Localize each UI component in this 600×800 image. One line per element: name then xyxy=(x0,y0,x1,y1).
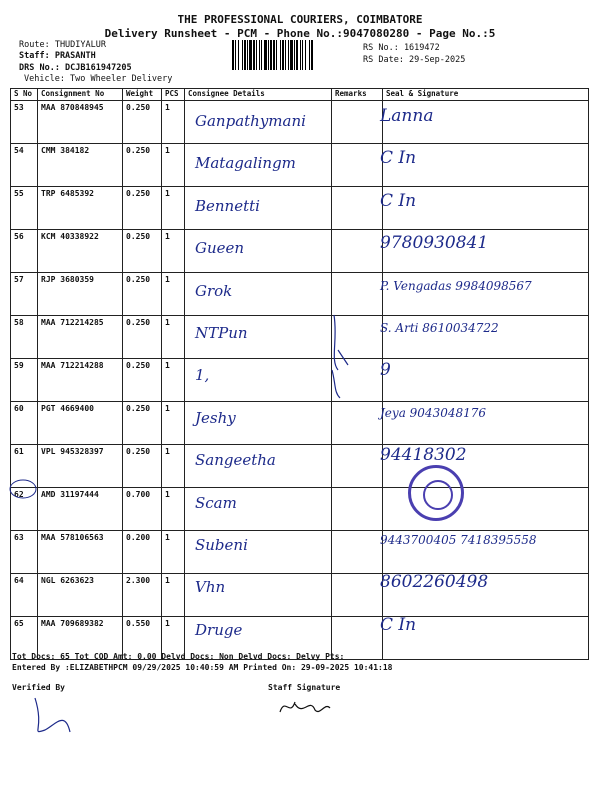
handwritten-consignee: Jeshy xyxy=(195,408,236,427)
cell-remarks xyxy=(332,445,383,488)
rs-date: RS Date: 29-Sep-2025 xyxy=(363,55,466,65)
handwritten-signature: C In xyxy=(380,190,417,211)
cell-sno: 58 xyxy=(11,316,38,359)
col-remarks: Remarks xyxy=(332,89,383,101)
barcode-bar xyxy=(282,40,284,70)
table-row xyxy=(11,316,589,359)
handwritten-consignee: NTPun xyxy=(195,324,248,342)
cell-pcs: 1 xyxy=(162,187,185,230)
barcode-bar xyxy=(273,40,275,70)
cell-pcs: 1 xyxy=(162,402,185,445)
handwritten-signature: 8602260498 xyxy=(380,572,489,593)
verified-by-label: Verified By xyxy=(12,683,65,692)
cell-weight: 0.200 xyxy=(123,531,162,574)
rs-number: RS No.: 1619472 xyxy=(363,43,440,53)
barcode-bar xyxy=(244,40,246,70)
cell-weight: 0.550 xyxy=(123,617,162,660)
cell-remarks xyxy=(332,230,383,273)
cell-pcs: 1 xyxy=(162,144,185,187)
cell-weight: 0.250 xyxy=(123,402,162,445)
row-62-circle-mark xyxy=(8,478,38,500)
barcode-bar xyxy=(288,40,289,70)
cell-pcs: 1 xyxy=(162,574,185,617)
barcode-bar xyxy=(290,40,293,70)
barcode-bar xyxy=(294,40,295,70)
barcode-bar xyxy=(302,40,303,70)
cell-pcs: 1 xyxy=(162,531,185,574)
totals-line: Tot Docs: 65 Tot COD Amt: 0.00 Delvd Docs: Non Delvd Docs: Delvy Pts: xyxy=(12,652,345,661)
cell-pcs: 1 xyxy=(162,445,185,488)
col-sno: S No xyxy=(11,89,38,101)
col-consignment: Consignment No xyxy=(38,89,123,101)
barcode-bar xyxy=(305,40,306,70)
cell-cno: VPL 945328397 xyxy=(38,445,123,488)
barcode-bar xyxy=(247,40,248,70)
barcode-bar xyxy=(270,40,272,70)
handwritten-consignee: Matagalingm xyxy=(195,154,296,173)
vehicle-label: Vehicle: Two Wheeler Delivery xyxy=(24,74,173,84)
barcode-bar xyxy=(300,40,301,70)
barcode-bar xyxy=(253,40,255,70)
cell-weight: 0.250 xyxy=(123,230,162,273)
handwritten-consignee: Gueen xyxy=(195,239,245,258)
table-row xyxy=(11,230,589,273)
staff-signature-label: Staff Signature xyxy=(268,683,341,692)
cell-weight: 0.250 xyxy=(123,445,162,488)
barcode-bar xyxy=(261,40,262,70)
handwritten-consignee: Subeni xyxy=(195,536,248,554)
barcode-bar xyxy=(268,40,269,70)
barcode-bar xyxy=(256,40,257,70)
barcode-bar xyxy=(242,40,243,70)
handwritten-signature: P. Vengadas 9984098567 xyxy=(380,278,532,293)
table-row xyxy=(11,359,589,402)
company-title: THE PROFESSIONAL COURIERS, COIMBATORE xyxy=(177,13,423,26)
handwritten-signature: 9780930841 xyxy=(380,233,489,254)
table-row xyxy=(11,488,589,531)
drs-label: DRS No.: DCJB161947205 xyxy=(19,63,132,73)
barcode-bar xyxy=(238,40,239,70)
handwritten-consignee: Grok xyxy=(195,281,233,300)
cell-sno: 60 xyxy=(11,402,38,445)
cell-weight: 2.300 xyxy=(123,574,162,617)
barcode-bar xyxy=(264,40,267,70)
staff-label: Staff: PRASANTH xyxy=(19,51,96,61)
cell-pcs: 1 xyxy=(162,359,185,402)
cell-pcs: 1 xyxy=(162,101,185,144)
cell-sno: 54 xyxy=(11,144,38,187)
cell-pcs: 1 xyxy=(162,316,185,359)
handwritten-consignee: Sangeetha xyxy=(195,451,276,470)
cell-sno: 53 xyxy=(11,101,38,144)
cell-sno: 55 xyxy=(11,187,38,230)
cell-sno: 62 xyxy=(11,488,38,531)
cell-cno: MAA 870848945 xyxy=(38,101,123,144)
cell-remarks xyxy=(332,531,383,574)
runsheet-table xyxy=(10,88,589,660)
barcode-bar xyxy=(249,40,252,70)
cell-sno: 56 xyxy=(11,230,38,273)
cell-weight: 0.700 xyxy=(123,488,162,531)
cell-remarks xyxy=(332,402,383,445)
barcode-image xyxy=(232,40,358,70)
col-weight: Weight xyxy=(123,89,162,101)
handwritten-consignee: Ganpathymani xyxy=(195,112,306,130)
cell-sno: 63 xyxy=(11,531,38,574)
handwritten-consignee: Druge xyxy=(195,620,243,639)
handwritten-signature: C In xyxy=(380,148,417,169)
table-row xyxy=(11,574,589,617)
verifier-signature xyxy=(25,690,85,740)
barcode-bar xyxy=(309,40,310,70)
route-label: Route: THUDIYALUR xyxy=(19,40,106,50)
cell-cno: MAA 712214288 xyxy=(38,359,123,402)
barcode-bar xyxy=(232,40,234,70)
cell-seal xyxy=(383,359,589,402)
cell-cno: TRP 6485392 xyxy=(38,187,123,230)
col-consignee: Consignee Details xyxy=(185,89,332,101)
cell-cno: PGT 4669400 xyxy=(38,402,123,445)
barcode-bar xyxy=(276,40,277,70)
barcode-bar xyxy=(296,40,298,70)
staff-signature xyxy=(275,692,335,722)
cell-cno: MAA 578106563 xyxy=(38,531,123,574)
cell-pcs: 1 xyxy=(162,273,185,316)
cell-sno: 59 xyxy=(11,359,38,402)
barcode-bar xyxy=(259,40,260,70)
cell-remarks xyxy=(332,101,383,144)
cell-remarks xyxy=(332,187,383,230)
cell-weight: 0.250 xyxy=(123,359,162,402)
cell-sno: 57 xyxy=(11,273,38,316)
handwritten-consignee: Vhn xyxy=(195,578,226,597)
cell-cno: MAA 709689382 xyxy=(38,617,123,660)
cell-weight: 0.250 xyxy=(123,273,162,316)
cell-cno: RJP 3680359 xyxy=(38,273,123,316)
cell-cno: NGL 6263623 xyxy=(38,574,123,617)
cell-weight: 0.250 xyxy=(123,187,162,230)
cell-weight: 0.250 xyxy=(123,144,162,187)
handwritten-signature: C In xyxy=(380,614,417,635)
barcode-bar xyxy=(311,40,313,70)
col-pcs: PCS xyxy=(162,89,185,101)
table-header-row xyxy=(11,89,589,101)
delivery-seal-stamp xyxy=(408,465,464,521)
cell-cno: MAA 712214285 xyxy=(38,316,123,359)
handwritten-signature: 94418302 xyxy=(380,445,467,466)
table-row xyxy=(11,187,589,230)
cell-remarks xyxy=(332,488,383,531)
rs-info xyxy=(363,42,465,66)
handwritten-signature: 9443700405 7418395558 xyxy=(380,533,537,547)
cell-sno: 65 xyxy=(11,617,38,660)
cell-cno: AMD 31197444 xyxy=(38,488,123,531)
cell-sno: 64 xyxy=(11,574,38,617)
cell-remarks xyxy=(332,144,383,187)
cell-sno: 61 xyxy=(11,445,38,488)
cell-pcs: 1 xyxy=(162,230,185,273)
cell-weight: 0.250 xyxy=(123,316,162,359)
barcode-bar xyxy=(235,40,236,70)
cell-remarks xyxy=(332,574,383,617)
barcode-bar xyxy=(280,40,281,70)
cell-pcs: 1 xyxy=(162,488,185,531)
barcode-bar xyxy=(285,40,286,70)
col-seal: Seal & Signature xyxy=(383,89,589,101)
cell-weight: 0.250 xyxy=(123,101,162,144)
runsheet-subtitle: Delivery Runsheet - PCM - Phone No.:9047080280 - Page No.:5 xyxy=(104,27,496,40)
entered-line: Entered By :ELIZABETHPCM 09/29/2025 10:40:59 AM Printed On: 29-09-2025 10:41:18 xyxy=(12,663,393,672)
handwritten-consignee: Bennetti xyxy=(195,196,260,215)
table-row xyxy=(11,144,589,187)
cell-cno: CMM 384182 xyxy=(38,144,123,187)
handwritten-signature: 9 xyxy=(380,360,391,381)
handwritten-signature: Lanna xyxy=(380,106,434,126)
table-row xyxy=(11,445,589,488)
cell-pcs: 1 xyxy=(162,617,185,660)
cell-cno: KCM 40338922 xyxy=(38,230,123,273)
handwritten-consignee: Scam xyxy=(195,493,237,512)
handwritten-signature: S. Arti 8610034722 xyxy=(380,321,499,335)
handwritten-signature: Jeya 9043048176 xyxy=(380,405,487,420)
remarks-bracket-mark xyxy=(326,310,356,400)
table-row xyxy=(11,402,589,445)
handwritten-consignee: 1, xyxy=(195,366,210,385)
